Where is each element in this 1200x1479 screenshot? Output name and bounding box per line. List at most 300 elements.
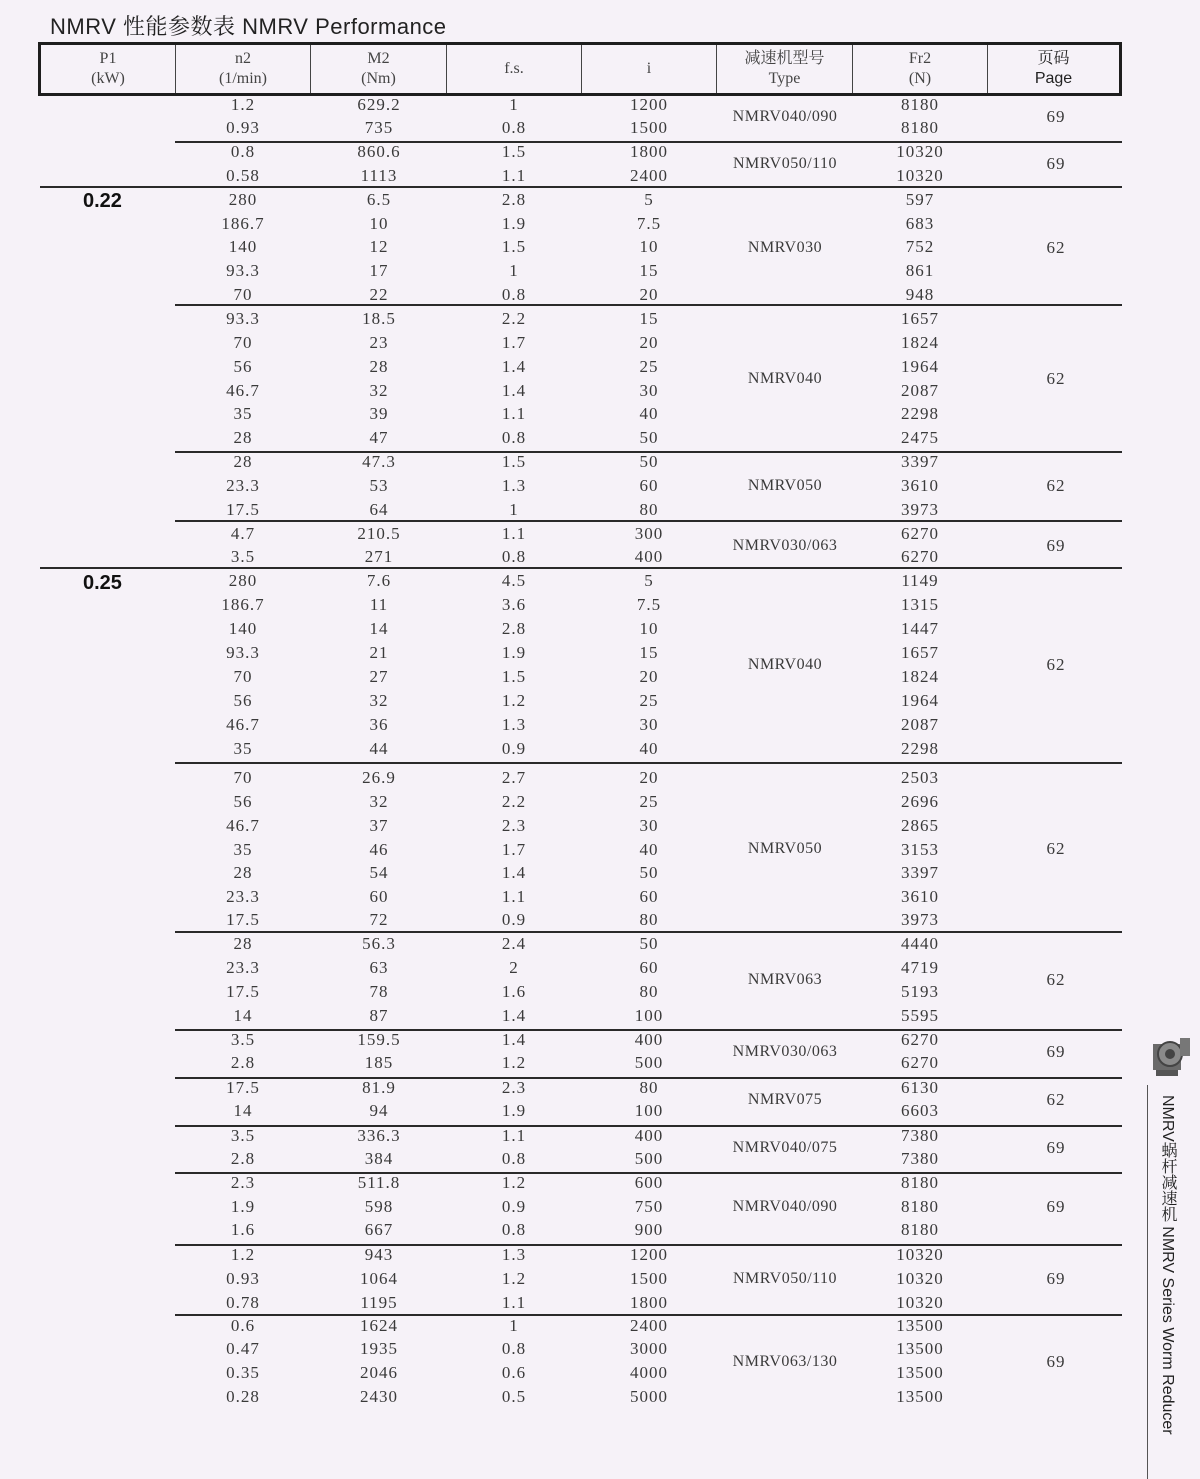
ratio-value: 80 (639, 982, 659, 1001)
reducer-type: NMRV050 (747, 840, 823, 857)
fr2-value: 6270 (901, 1030, 939, 1049)
fs-value: 1.1 (501, 166, 527, 185)
row-separator (175, 520, 1122, 522)
fs-value: 1 (509, 95, 519, 114)
ratio-value: 400 (634, 1126, 664, 1145)
m2-value: 14 (369, 619, 389, 638)
m2-value: 511.8 (357, 1173, 401, 1192)
fs-value: 1.7 (501, 840, 527, 859)
m2-value: 735 (364, 118, 394, 137)
reducer-type: NMRV040/090 (732, 1197, 838, 1215)
m2-value: 81.9 (362, 1078, 396, 1097)
fr2-value: 10320 (896, 142, 944, 161)
fr2-value: 8180 (901, 1173, 939, 1192)
fs-value: 1.4 (501, 863, 527, 882)
m2-value: 32 (369, 691, 389, 710)
ratio-value: 300 (634, 524, 664, 543)
ratio-value: 20 (639, 667, 659, 686)
fr2-value: 3397 (901, 863, 939, 882)
m2-value: 53 (369, 476, 389, 495)
fr2-value: 948 (905, 285, 935, 304)
fs-value: 1 (509, 500, 519, 519)
fs-value: 1.2 (501, 1173, 527, 1192)
ratio-value: 7.5 (636, 214, 662, 233)
ratio-value: 1200 (630, 95, 668, 114)
fr2-value: 1657 (901, 309, 939, 328)
m2-value: 78 (369, 982, 389, 1001)
m2-value: 37 (369, 816, 389, 835)
ratio-value: 100 (634, 1006, 664, 1025)
reducer-type: NMRV040/090 (732, 107, 838, 125)
fr2-value: 752 (905, 237, 935, 256)
fs-value: 1.6 (501, 982, 527, 1001)
fr2-value: 597 (905, 190, 935, 209)
fr2-value: 2298 (901, 739, 939, 758)
fs-value: 0.5 (501, 1387, 527, 1406)
m2-value: 46 (369, 840, 389, 859)
reducer-type: NMRV050 (747, 477, 823, 494)
ratio-value: 25 (639, 691, 659, 710)
n2-value: 35 (233, 739, 253, 758)
ratio-value: 50 (639, 863, 659, 882)
fs-value: 2.7 (501, 768, 527, 787)
reducer-type: NMRV030/063 (732, 1042, 838, 1060)
reducer-type: NMRV030/063 (732, 536, 838, 554)
fr2-value: 2696 (901, 792, 939, 811)
n2-value: 17.5 (226, 1078, 260, 1097)
fr2-value: 1657 (901, 643, 939, 662)
fs-value: 1.5 (501, 142, 527, 161)
n2-value: 0.93 (226, 118, 260, 137)
fr2-value: 6130 (901, 1078, 939, 1097)
n2-value: 2.8 (230, 1053, 256, 1072)
ratio-value: 5 (644, 190, 654, 209)
fr2-value: 8180 (901, 95, 939, 114)
n2-value: 23.3 (226, 958, 260, 977)
fs-value: 1.2 (501, 1269, 527, 1288)
row-separator (40, 186, 1122, 188)
n2-value: 186.7 (221, 595, 265, 614)
n2-value: 17.5 (226, 982, 260, 1001)
n2-value: 46.7 (226, 715, 260, 734)
fr2-value: 5595 (901, 1006, 939, 1025)
n2-value: 1.9 (230, 1197, 256, 1216)
n2-value: 280 (228, 571, 258, 590)
ratio-value: 500 (634, 1149, 664, 1168)
n2-value: 17.5 (226, 500, 260, 519)
side-rule (1147, 1085, 1148, 1479)
fs-value: 0.9 (501, 910, 527, 929)
m2-value: 21 (369, 643, 389, 662)
fs-value: 1.7 (501, 333, 527, 352)
page-number: 69 (1046, 1041, 1066, 1061)
m2-value: 159.5 (357, 1030, 401, 1049)
fr2-value: 2087 (901, 715, 939, 734)
fr2-value: 683 (905, 214, 935, 233)
n2-value: 28 (233, 428, 253, 447)
fr2-value: 861 (905, 261, 935, 280)
n2-value: 0.47 (226, 1339, 260, 1358)
n2-value: 93.3 (226, 643, 260, 662)
fr2-value: 3610 (901, 887, 939, 906)
ratio-value: 25 (639, 792, 659, 811)
ratio-value: 20 (639, 768, 659, 787)
page-number: 69 (1046, 1351, 1066, 1371)
header-m2: M2 (Nm) (311, 45, 447, 93)
fs-value: 1.1 (501, 887, 527, 906)
m2-value: 47.3 (362, 452, 396, 471)
header-fs: f.s. (447, 45, 582, 93)
row-separator (175, 931, 1122, 933)
reducer-type: NMRV030 (747, 238, 823, 256)
ratio-value: 10 (639, 619, 659, 638)
m2-value: 271 (364, 547, 394, 566)
fs-value: 1.2 (501, 1053, 527, 1072)
n2-value: 0.6 (230, 1316, 256, 1335)
fs-value: 0.8 (501, 1149, 527, 1168)
m2-value: 60 (369, 887, 389, 906)
m2-value: 11 (369, 595, 389, 614)
reducer-type: NMRV063/130 (732, 1352, 838, 1370)
n2-value: 140 (228, 237, 258, 256)
n2-value: 70 (233, 285, 253, 304)
ratio-value: 30 (639, 381, 659, 400)
fr2-value: 10320 (896, 1269, 944, 1288)
fs-value: 1.9 (501, 1101, 527, 1120)
header-n2: n2 (1/min) (176, 45, 311, 93)
fs-value: 2.8 (501, 190, 527, 209)
fs-value: 1.4 (501, 357, 527, 376)
n2-value: 28 (233, 934, 253, 953)
m2-value: 27 (369, 667, 389, 686)
fs-value: 0.9 (501, 739, 527, 758)
m2-value: 598 (364, 1197, 394, 1216)
fr2-value: 1447 (901, 619, 939, 638)
fr2-value: 13500 (896, 1387, 944, 1406)
fs-value: 1.9 (501, 643, 527, 662)
m2-value: 210.5 (357, 524, 401, 543)
page-number: 69 (1046, 106, 1066, 126)
n2-value: 17.5 (226, 910, 260, 929)
n2-value: 4.7 (230, 524, 256, 543)
fr2-value: 8180 (901, 1220, 939, 1239)
page-number: 69 (1046, 154, 1066, 173)
m2-value: 1935 (360, 1339, 398, 1358)
reducer-type: NMRV040 (747, 369, 823, 387)
ratio-value: 750 (634, 1197, 664, 1216)
fs-value: 1 (509, 261, 519, 280)
fs-value: 2 (509, 958, 519, 977)
ratio-value: 60 (639, 476, 659, 495)
fs-value: 1.1 (501, 404, 527, 423)
ratio-value: 10 (639, 237, 659, 256)
m2-value: 6.5 (366, 190, 392, 209)
header-fr2: Fr2 (N) (853, 45, 988, 93)
m2-value: 47 (369, 428, 389, 447)
n2-value: 28 (233, 863, 253, 882)
fr2-value: 13500 (896, 1339, 944, 1358)
header-type: 减速机型号 Type (717, 45, 853, 93)
ratio-value: 15 (639, 643, 659, 662)
reducer-type: NMRV050/110 (732, 1270, 838, 1287)
ratio-value: 40 (639, 840, 659, 859)
m2-value: 10 (369, 214, 389, 233)
fs-value: 2.2 (501, 792, 527, 811)
fs-value: 1.9 (501, 214, 527, 233)
page-number: 62 (1046, 839, 1066, 858)
n2-value: 56 (233, 792, 253, 811)
m2-value: 336.3 (357, 1126, 401, 1145)
fs-value: 2.2 (501, 309, 527, 328)
fr2-value: 1964 (901, 357, 939, 376)
fs-value: 1.4 (501, 1006, 527, 1025)
n2-value: 56 (233, 691, 253, 710)
m2-value: 22 (369, 285, 389, 304)
fr2-value: 1824 (901, 667, 939, 686)
n2-value: 0.35 (226, 1363, 260, 1382)
page-number: 69 (1046, 1137, 1066, 1157)
fr2-value: 3397 (901, 452, 939, 471)
fs-value: 1.2 (501, 691, 527, 710)
n2-value: 1.2 (230, 95, 256, 114)
n2-value: 14 (233, 1006, 253, 1025)
n2-value: 23.3 (226, 887, 260, 906)
n2-value: 186.7 (221, 214, 265, 233)
n2-value: 23.3 (226, 476, 260, 495)
fs-value: 1.3 (501, 1245, 527, 1264)
fr2-value: 7380 (901, 1149, 939, 1168)
m2-value: 23 (369, 333, 389, 352)
fr2-value: 4440 (901, 934, 939, 953)
reducer-type: NMRV075 (747, 1090, 823, 1108)
ratio-value: 40 (639, 739, 659, 758)
fr2-value: 3973 (901, 910, 939, 929)
fr2-value: 6270 (901, 1053, 939, 1072)
fr2-value: 2298 (901, 404, 939, 423)
ratio-value: 80 (639, 1078, 659, 1097)
m2-value: 56.3 (362, 934, 396, 953)
header-page: 页码 Page (1034, 50, 1073, 87)
ratio-value: 50 (639, 934, 659, 953)
page-number: 62 (1046, 237, 1066, 257)
ratio-value: 30 (639, 816, 659, 835)
n2-value: 0.93 (226, 1269, 260, 1288)
n2-value: 0.28 (226, 1387, 260, 1406)
m2-value: 2046 (360, 1363, 398, 1382)
m2-value: 44 (369, 739, 389, 758)
m2-value: 1195 (360, 1293, 398, 1312)
m2-value: 1624 (360, 1316, 398, 1335)
n2-value: 14 (233, 1101, 253, 1120)
fr2-value: 2503 (901, 768, 939, 787)
fs-value: 1.1 (501, 1126, 527, 1145)
header-p1: P1 (kW) (41, 45, 176, 93)
n2-value: 1.6 (230, 1220, 256, 1239)
page-title: NMRV 性能参数表 NMRV Performance (50, 14, 447, 39)
n2-value: 0.8 (230, 142, 256, 161)
ratio-value: 400 (634, 547, 664, 566)
ratio-value: 25 (639, 357, 659, 376)
fs-value: 1.4 (501, 381, 527, 400)
fr2-value: 3153 (901, 840, 939, 859)
fs-value: 0.8 (501, 428, 527, 447)
m2-value: 185 (364, 1053, 394, 1072)
row-separator (175, 762, 1122, 764)
ratio-value: 1500 (630, 1269, 668, 1288)
fs-value: 1 (509, 1316, 519, 1335)
m2-value: 1113 (360, 166, 398, 185)
m2-value: 94 (369, 1101, 389, 1120)
ratio-value: 50 (639, 452, 659, 471)
fr2-value: 6603 (901, 1101, 939, 1120)
m2-value: 72 (369, 910, 389, 929)
worm-reducer-icon (1150, 1030, 1192, 1080)
fs-value: 1.5 (501, 667, 527, 686)
m2-value: 32 (369, 381, 389, 400)
n2-value: 0.78 (226, 1293, 260, 1312)
ratio-value: 20 (639, 285, 659, 304)
side-series-label: NMRV蜗杆减速机 NMRV Series Worm Reducer (1159, 1095, 1176, 1435)
header-i: i (582, 45, 717, 93)
page-number: 62 (1046, 655, 1066, 674)
fs-value: 0.8 (501, 118, 527, 137)
fr2-value: 1315 (901, 595, 939, 614)
fr2-value: 1149 (901, 571, 939, 590)
fr2-value: 13500 (896, 1316, 944, 1335)
m2-value: 943 (364, 1245, 394, 1264)
fr2-value: 1964 (901, 691, 939, 710)
page-number: 69 (1046, 1196, 1066, 1216)
table-header (38, 42, 1122, 96)
fs-value: 1.4 (501, 1030, 527, 1049)
fs-value: 1.5 (501, 452, 527, 471)
n2-value: 70 (233, 768, 253, 787)
n2-value: 70 (233, 667, 253, 686)
fr2-value: 7380 (901, 1126, 939, 1145)
reducer-type: NMRV050/110 (732, 155, 838, 172)
ratio-value: 900 (634, 1220, 664, 1239)
page-number: 62 (1046, 1089, 1066, 1109)
n2-value: 140 (228, 619, 258, 638)
fr2-value: 3973 (901, 500, 939, 519)
m2-value: 18.5 (362, 309, 396, 328)
ratio-value: 80 (639, 910, 659, 929)
ratio-value: 5000 (630, 1387, 668, 1406)
fs-value: 1.3 (501, 715, 527, 734)
n2-value: 3.5 (230, 547, 256, 566)
fr2-value: 2865 (901, 816, 939, 835)
fs-value: 1.1 (501, 524, 527, 543)
m2-value: 87 (369, 1006, 389, 1025)
fs-value: 2.4 (501, 934, 527, 953)
m2-value: 64 (369, 500, 389, 519)
fs-value: 0.8 (501, 1220, 527, 1239)
ratio-value: 7.5 (636, 595, 662, 614)
n2-value: 280 (228, 190, 258, 209)
ratio-value: 2400 (630, 166, 668, 185)
n2-value: 1.2 (230, 1245, 256, 1264)
ratio-value: 50 (639, 428, 659, 447)
fr2-value: 8180 (901, 1197, 939, 1216)
ratio-value: 4000 (630, 1363, 668, 1382)
n2-value: 35 (233, 840, 253, 859)
n2-value: 56 (233, 357, 253, 376)
ratio-value: 400 (634, 1030, 664, 1049)
m2-value: 384 (364, 1149, 394, 1168)
fr2-value: 10320 (896, 1245, 944, 1264)
fs-value: 0.9 (501, 1197, 527, 1216)
fr2-value: 2475 (901, 428, 939, 447)
n2-value: 35 (233, 404, 253, 423)
ratio-value: 100 (634, 1101, 664, 1120)
m2-value: 12 (369, 237, 389, 256)
m2-value: 36 (369, 715, 389, 734)
ratio-value: 500 (634, 1053, 664, 1072)
fs-value: 1.3 (501, 476, 527, 495)
fr2-value: 5193 (901, 982, 939, 1001)
fs-value: 0.8 (501, 547, 527, 566)
fs-value: 3.6 (501, 595, 527, 614)
fs-value: 2.3 (501, 1078, 527, 1097)
n2-value: 28 (233, 452, 253, 471)
fr2-value: 8180 (901, 118, 939, 137)
ratio-value: 15 (639, 261, 659, 280)
m2-value: 32 (369, 792, 389, 811)
n2-value: 93.3 (226, 261, 260, 280)
ratio-value: 40 (639, 404, 659, 423)
page-number: 69 (1046, 1269, 1066, 1288)
m2-value: 7.6 (366, 571, 392, 590)
m2-value: 1064 (360, 1269, 398, 1288)
fs-value: 0.8 (501, 285, 527, 304)
n2-value: 93.3 (226, 309, 260, 328)
ratio-value: 20 (639, 333, 659, 352)
fr2-value: 10320 (896, 166, 944, 185)
m2-value: 63 (369, 958, 389, 977)
fs-value: 1.5 (501, 237, 527, 256)
fr2-value: 1824 (901, 333, 939, 352)
reducer-type: NMRV040 (747, 656, 823, 673)
fs-value: 0.6 (501, 1363, 527, 1382)
page-number: 62 (1046, 368, 1066, 388)
m2-value: 26.9 (362, 768, 396, 787)
m2-value: 2430 (360, 1387, 398, 1406)
m2-value: 667 (364, 1220, 394, 1239)
m2-value: 860.6 (357, 142, 401, 161)
n2-value: 2.8 (230, 1149, 256, 1168)
fs-value: 0.8 (501, 1339, 527, 1358)
n2-value: 2.3 (230, 1173, 256, 1192)
fr2-value: 6270 (901, 547, 939, 566)
reducer-type: NMRV063 (747, 971, 823, 988)
ratio-value: 600 (634, 1173, 664, 1192)
ratio-value: 15 (639, 309, 659, 328)
ratio-value: 5 (644, 571, 654, 590)
fr2-value: 4719 (901, 958, 939, 977)
fr2-value: 13500 (896, 1363, 944, 1382)
reducer-type: NMRV040/075 (732, 1138, 838, 1156)
m2-value: 54 (369, 863, 389, 882)
ratio-value: 30 (639, 715, 659, 734)
power-label: 0.25 (83, 572, 122, 594)
ratio-value: 1500 (630, 118, 668, 137)
fs-value: 2.8 (501, 619, 527, 638)
ratio-value: 60 (639, 887, 659, 906)
row-separator (40, 567, 1122, 569)
ratio-value: 2400 (630, 1316, 668, 1335)
fs-value: 4.5 (501, 571, 527, 590)
n2-value: 3.5 (230, 1030, 256, 1049)
